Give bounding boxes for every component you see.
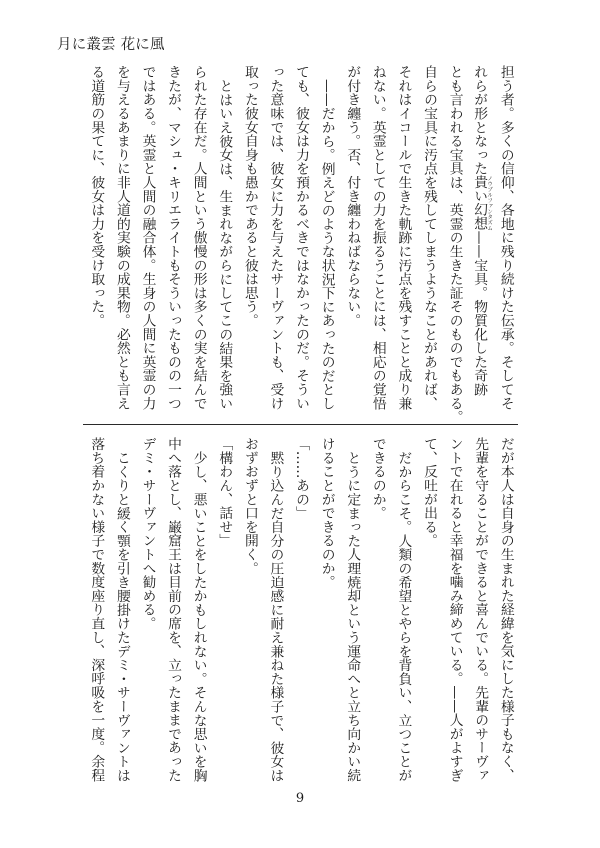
tier-divider-line (83, 424, 518, 425)
dialogue-column: 「構わん、話せ」 (216, 437, 233, 548)
text-column: る道筋の果てに、彼女は力を受け取った。 (88, 65, 105, 328)
text-column: きたが、マシュ・キリエライトもそういったものの一つ (165, 65, 182, 410)
text-column: こくりと緩く顎を引き腰掛けたデミ・サーヴァントは (113, 450, 130, 782)
page-number: 9 (295, 791, 305, 806)
text-column: ントで在れると幸福を噛み締めている。——人がよすぎ (446, 437, 463, 782)
ruby-annotation (471, 175, 493, 231)
text-column: て、反吐が出る。 (421, 437, 437, 548)
upper-text-tier (83, 65, 518, 424)
text-column: った意味では、彼女に力を与えたサーヴァントも、受け (267, 65, 284, 410)
text-column: だが本人は自身の生まれた経緯を気にした様子もなく、 (497, 437, 514, 782)
lower-text-tier (83, 437, 518, 782)
text-column: 取った彼女自身も愚かであると彼は思う。 (241, 65, 258, 328)
text-column: 先輩を守ることができると喜んでいる。先輩のサーヴァ (472, 437, 489, 782)
ruby-base: 貴い幻想 (471, 175, 488, 231)
text-column: 黙り込んだ自分の圧迫感に耐え兼ねた様子で、彼女は (267, 450, 284, 782)
text-column: デミ・サーヴァントへ勧める。 (139, 437, 156, 631)
text-column: を与えるあまりに非人道的実験の成果物。必然とも言え (113, 65, 130, 410)
text-column: ではある。英霊と人間の融合体。生身の人間に英霊の力 (139, 65, 156, 410)
text-column: 少し、悪いことをしたかもしれない。そんな思いを胸 (190, 450, 207, 782)
text-column: られた存在だ。人間という傲慢の形は多くの実を結んで (190, 65, 207, 410)
text-column: とうに定まった人理焼却という運命へと立ち向かい続 (344, 450, 361, 782)
text-column: 中へ落とし、巌窟王は目前の席を、立ったままであった (165, 437, 182, 782)
text-column (467, 65, 493, 410)
column-text-after: ——宝具。物質化した奇跡 (471, 230, 488, 397)
text-column: できるのか。 (369, 437, 386, 520)
text-column: ても、彼女は力を預かるべきではなかったのだ。そうい (293, 65, 310, 410)
text-column: ——だから。例えどのような状況下にあったのだとし (318, 78, 335, 410)
text-column: けることができるのか。 (318, 437, 335, 589)
text-column: が付き纏う。否、付き纏わねばならない。 (344, 65, 361, 328)
text-column: 自らの宝具に汚点を残してしまうようなことがあれば、 (421, 65, 437, 410)
text-column: とも言われる宝具は、英霊の生きた証そのものでもある。 (446, 65, 463, 424)
running-header: 月に叢雲 花に風 (57, 37, 165, 53)
text-column: とはいえ彼女は、生まれながらにしてこの結果を強い (216, 78, 233, 410)
text-column: ねない。英霊としての力を振るうことには、相応の覚悟 (369, 65, 386, 410)
text-column: おずおずと口を開く。 (241, 437, 258, 575)
text-column: 落ち着かない様子で数度座り直し、深呼吸を一度。余程 (88, 437, 105, 782)
text-column: 担う者。多くの信仰、各地に残り続けた伝承。そしてそ (497, 65, 514, 410)
ruby-text: ノウブルファンタズム (486, 175, 493, 231)
dialogue-column: 「……あの」 (293, 437, 310, 520)
text-column: それはイコールで生きた軌跡に汚点を残すことと成り兼 (395, 65, 412, 410)
text-column: だからこそ。人類の希望とやらを背負い、立つことが (395, 450, 412, 782)
column-text-before: れらが形となった (471, 65, 488, 176)
